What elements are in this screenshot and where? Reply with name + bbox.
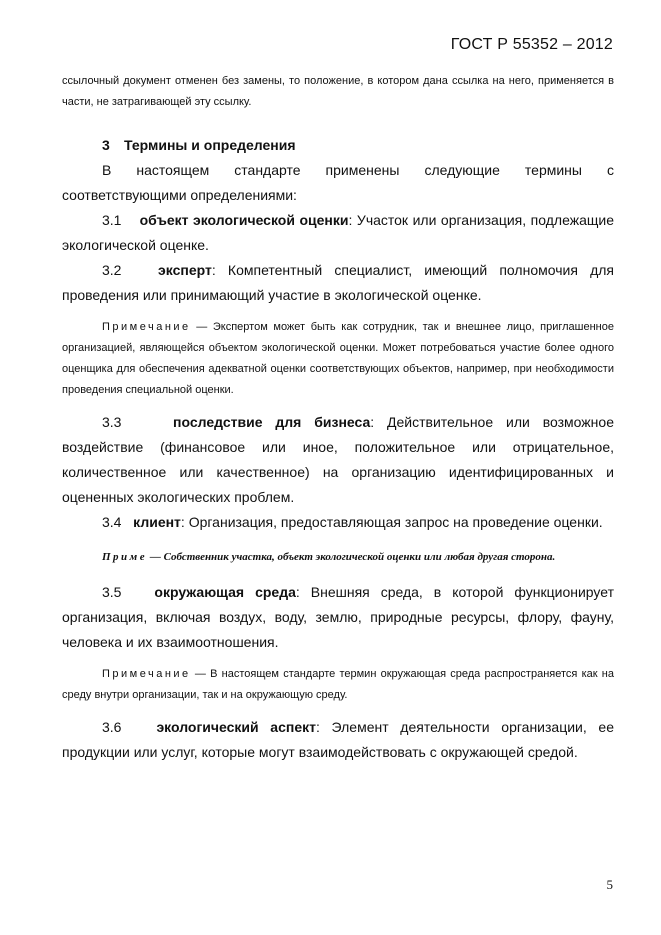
note-3 bbox=[62, 664, 614, 706]
term-number: 3.1 bbox=[102, 212, 122, 228]
note-label: Примечание bbox=[102, 668, 191, 680]
term-3-3 bbox=[62, 410, 614, 510]
term-number: 3.5 bbox=[102, 584, 122, 600]
section-heading bbox=[62, 133, 614, 158]
document-header: ГОСТ Р 55352 – 2012 bbox=[450, 36, 613, 53]
section-number: 3 bbox=[102, 137, 110, 153]
term-name: эксперт bbox=[158, 262, 212, 278]
term-definition: : Действительное или возможное воздействие (финансовое или иное, положительное или отрицательное, количественное или качественное) на организацию идентифицированных и оцененных экологических проблем. bbox=[62, 414, 614, 505]
document-body bbox=[62, 71, 614, 765]
note-text: — Собственник участка, объект экологической оценки или любая другая сторона. bbox=[147, 551, 556, 563]
term-3-2 bbox=[62, 258, 614, 308]
term-number: 3.2 bbox=[102, 262, 122, 278]
term-definition: : Внешняя среда, в которой функционирует организация, включая воздух, воду, землю, природные ресурсы, флору, фауну, человека и их взаимоотношения. bbox=[62, 584, 614, 650]
term-3-6 bbox=[62, 715, 614, 765]
term-3-1 bbox=[62, 208, 614, 258]
section-intro: В настоящем стандарте применены следующие термины с соответствующими определениями: bbox=[62, 162, 614, 203]
term-name: клиент bbox=[133, 514, 181, 530]
term-number: 3.6 bbox=[102, 719, 122, 735]
term-number: 3.3 bbox=[102, 414, 122, 430]
note-label: Приме bbox=[102, 551, 148, 563]
term-3-4 bbox=[62, 510, 614, 535]
term-definition: : Компетентный специалист, имеющий полномочия для проведения или принимающий участие в экологической оценке. bbox=[62, 262, 614, 303]
note-text: — Экспертом может быть как сотрудник, так и внешнее лицо, приглашенное организацией, являющейся объектом экологической оценки. Может потребоваться участие более одного оценщика для обеспечения адекватной оценки соответствующих объектов, например, при необходимости проведения специальной оценки. bbox=[62, 321, 614, 396]
term-name: окружающая среда bbox=[154, 584, 296, 600]
section-title: Термины и определения bbox=[124, 137, 296, 153]
term-name: экологический аспект bbox=[156, 719, 316, 735]
term-name: последствие для бизнеса bbox=[173, 414, 371, 430]
term-definition: : Элемент деятельности организации, ее продукции или услуг, которые могут взаимодействовать с окружающей средой. bbox=[62, 719, 614, 760]
note-2 bbox=[62, 547, 614, 568]
note-1 bbox=[62, 317, 614, 401]
note-text: — В настоящем стандарте термин окружающая среда распространяется как на среду внутри организации, так и на окружающую среду. bbox=[62, 668, 614, 701]
term-definition: : Участок или организация, подлежащие экологической оценке. bbox=[62, 212, 614, 253]
intro-paragraph: ссылочный документ отменен без замены, то положение, в котором дана ссылка на него, применяется в части, не затрагивающей эту ссылку. bbox=[62, 75, 614, 108]
term-3-5 bbox=[62, 580, 614, 655]
page-number: 5 bbox=[606, 877, 613, 892]
note-label: Примечание bbox=[102, 321, 191, 333]
term-definition: : Организация, предоставляющая запрос на проведение оценки. bbox=[180, 514, 603, 530]
term-name: объект экологической оценки bbox=[139, 212, 349, 228]
term-number: 3.4 bbox=[102, 514, 122, 530]
